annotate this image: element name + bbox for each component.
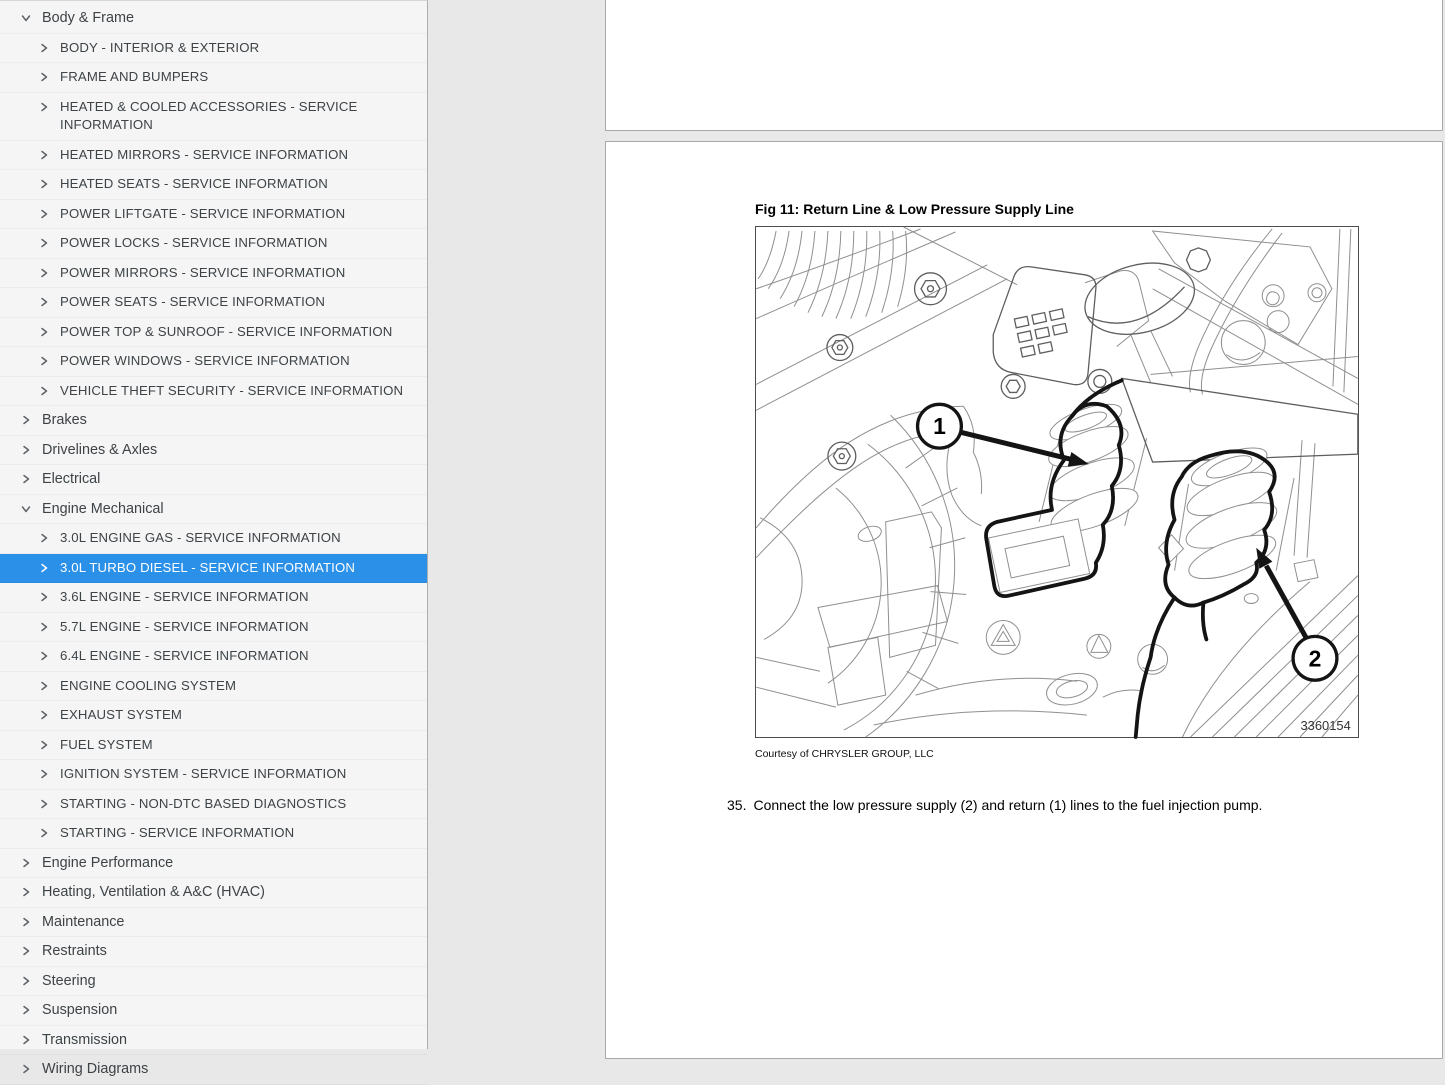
chevron-right-icon[interactable] bbox=[38, 680, 50, 692]
sidebar-item-label: Suspension bbox=[42, 1002, 118, 1018]
chevron-down-icon[interactable] bbox=[20, 12, 32, 24]
chevron-right-icon[interactable] bbox=[38, 237, 50, 249]
sidebar-item-label: 3.0L TURBO DIESEL - SERVICE INFORMATION bbox=[60, 559, 356, 575]
chevron-right-icon[interactable] bbox=[20, 1034, 32, 1046]
sidebar-item-label: 3.6L ENGINE - SERVICE INFORMATION bbox=[60, 589, 309, 604]
sidebar-item[interactable] bbox=[0, 141, 427, 171]
sidebar-item[interactable] bbox=[0, 34, 427, 64]
sidebar-item-label: FRAME AND BUMPERS bbox=[60, 69, 209, 84]
sidebar-item-label: HEATED MIRRORS - SERVICE INFORMATION bbox=[60, 146, 349, 162]
sidebar-item[interactable] bbox=[0, 878, 427, 908]
chevron-right-icon[interactable] bbox=[38, 42, 50, 54]
chevron-right-icon[interactable] bbox=[38, 827, 50, 839]
sidebar-item-label: POWER TOP & SUNROOF - SERVICE INFORMATION bbox=[60, 323, 393, 339]
sidebar-item-label: Transmission bbox=[42, 1031, 128, 1048]
content-card-top bbox=[605, 0, 1443, 131]
sidebar-item[interactable] bbox=[0, 967, 427, 997]
sidebar-item-label: HEATED & COOLED ACCESSORIES - SERVICE INFORMATION bbox=[60, 98, 358, 132]
svg-text:1: 1 bbox=[933, 413, 946, 440]
chevron-right-icon[interactable] bbox=[38, 326, 50, 338]
sidebar-item-label: Engine Mechanical bbox=[42, 500, 164, 517]
figure-caption: Fig 11: Return Line & Low Pressure Supply Line bbox=[755, 201, 1074, 217]
procedure-step bbox=[727, 797, 1347, 813]
figure-credit: Courtesy of CHRYSLER GROUP, LLC bbox=[755, 748, 934, 760]
sidebar-item-label: Maintenance bbox=[42, 913, 125, 930]
sidebar-item-label: Drivelines & Axles bbox=[42, 441, 158, 458]
sidebar-item[interactable] bbox=[0, 465, 427, 495]
sidebar-item-label: Wiring Diagrams bbox=[42, 1061, 149, 1077]
sidebar-item[interactable] bbox=[0, 760, 427, 790]
chevron-right-icon[interactable] bbox=[38, 532, 50, 544]
sidebar-item[interactable] bbox=[0, 406, 427, 436]
step-number: 35. bbox=[727, 797, 747, 813]
chevron-right-icon[interactable] bbox=[20, 945, 32, 957]
engine-line-art bbox=[756, 227, 1358, 737]
chevron-right-icon[interactable] bbox=[20, 473, 32, 485]
chevron-right-icon[interactable] bbox=[38, 709, 50, 721]
chevron-right-icon[interactable] bbox=[38, 768, 50, 780]
sidebar-item-label: FUEL SYSTEM bbox=[60, 736, 153, 752]
sidebar-item-label: Restraints bbox=[42, 943, 107, 959]
chevron-right-icon[interactable] bbox=[38, 650, 50, 662]
sidebar-item[interactable] bbox=[0, 170, 427, 200]
sidebar-item[interactable] bbox=[0, 436, 427, 466]
sidebar-item[interactable] bbox=[0, 701, 427, 731]
sidebar-item[interactable] bbox=[0, 318, 427, 348]
content-card-main bbox=[605, 141, 1443, 1059]
sidebar-item-label: Steering bbox=[42, 972, 96, 989]
chevron-right-icon[interactable] bbox=[38, 591, 50, 603]
chevron-right-icon[interactable] bbox=[20, 1063, 32, 1075]
chevron-right-icon[interactable] bbox=[20, 1004, 32, 1016]
sidebar-item[interactable] bbox=[0, 554, 427, 584]
chevron-right-icon[interactable] bbox=[20, 975, 32, 987]
chevron-right-icon[interactable] bbox=[38, 385, 50, 397]
sidebar-item[interactable] bbox=[0, 229, 427, 259]
callout-1-badge bbox=[918, 404, 962, 448]
sidebar-item-label: Electrical bbox=[42, 471, 101, 487]
sidebar-item[interactable] bbox=[0, 63, 427, 93]
sidebar-item-label: 3.0L ENGINE GAS - SERVICE INFORMATION bbox=[60, 530, 341, 545]
chevron-right-icon[interactable] bbox=[38, 178, 50, 190]
sidebar-item-label: ENGINE COOLING SYSTEM bbox=[60, 677, 237, 693]
callout-2-arrow bbox=[1256, 548, 1307, 640]
sidebar-item[interactable] bbox=[0, 613, 427, 643]
sidebar-item-label: POWER LIFTGATE - SERVICE INFORMATION bbox=[60, 205, 346, 221]
chevron-right-icon[interactable] bbox=[38, 149, 50, 161]
sidebar-item-label: POWER LOCKS - SERVICE INFORMATION bbox=[60, 235, 328, 250]
sidebar-item[interactable] bbox=[0, 93, 427, 141]
figure-number: 3360154 bbox=[1300, 718, 1351, 734]
chevron-right-icon[interactable] bbox=[20, 857, 32, 869]
chevron-right-icon[interactable] bbox=[38, 562, 50, 574]
sidebar-item[interactable] bbox=[0, 524, 427, 554]
sidebar-item[interactable] bbox=[0, 908, 427, 938]
sidebar-item-label: EXHAUST SYSTEM bbox=[60, 707, 183, 722]
chevron-right-icon[interactable] bbox=[38, 739, 50, 751]
step-text: Connect the low pressure supply (2) and return (1) lines to the fuel injection pump. bbox=[753, 797, 1263, 813]
sidebar-item[interactable] bbox=[0, 347, 427, 377]
sidebar-item-label: 6.4L ENGINE - SERVICE INFORMATION bbox=[60, 648, 309, 663]
chevron-right-icon[interactable] bbox=[20, 886, 32, 898]
sidebar-item-label: Heating, Ventilation & A&C (HVAC) bbox=[42, 884, 265, 900]
sidebar-item[interactable] bbox=[0, 200, 427, 230]
chevron-right-icon[interactable] bbox=[38, 208, 50, 220]
chevron-right-icon[interactable] bbox=[38, 101, 50, 113]
chevron-down-icon[interactable] bbox=[20, 503, 32, 515]
chevron-right-icon[interactable] bbox=[38, 621, 50, 633]
sidebar-item-label: Brakes bbox=[42, 412, 87, 428]
sidebar-item[interactable] bbox=[0, 642, 427, 672]
sidebar-item-label: HEATED SEATS - SERVICE INFORMATION bbox=[60, 176, 328, 191]
sidebar-item[interactable] bbox=[0, 259, 427, 289]
sidebar-item[interactable] bbox=[0, 1026, 427, 1056]
chevron-right-icon[interactable] bbox=[38, 267, 50, 279]
sidebar-item-label: POWER MIRRORS - SERVICE INFORMATION bbox=[60, 264, 346, 280]
svg-text:2: 2 bbox=[1308, 645, 1322, 672]
sidebar-item[interactable] bbox=[0, 996, 427, 1026]
chevron-right-icon[interactable] bbox=[20, 444, 32, 456]
sidebar-item[interactable] bbox=[0, 819, 427, 849]
figure-image[interactable] bbox=[755, 226, 1359, 738]
chevron-right-icon[interactable] bbox=[38, 798, 50, 810]
sidebar-item[interactable] bbox=[0, 790, 427, 820]
sidebar-item[interactable] bbox=[0, 288, 427, 318]
sidebar-item-label: 5.7L ENGINE - SERVICE INFORMATION bbox=[60, 618, 309, 634]
sidebar-item[interactable] bbox=[0, 1055, 427, 1085]
sidebar-item[interactable] bbox=[0, 849, 427, 879]
chevron-right-icon[interactable] bbox=[20, 414, 32, 426]
sidebar-item[interactable] bbox=[0, 731, 427, 761]
sidebar-item[interactable] bbox=[0, 672, 427, 702]
sidebar-item-label: STARTING - SERVICE INFORMATION bbox=[60, 825, 295, 840]
sidebar-item-label: Body & Frame bbox=[42, 10, 134, 26]
sidebar-item[interactable] bbox=[0, 4, 427, 34]
sidebar-item[interactable] bbox=[0, 495, 427, 525]
sidebar-item-label: VEHICLE THEFT SECURITY - SERVICE INFORMATION bbox=[60, 382, 404, 398]
sidebar-item-label: POWER SEATS - SERVICE INFORMATION bbox=[60, 294, 326, 309]
sidebar-item-label: Engine Performance bbox=[42, 854, 174, 871]
sidebar-item[interactable] bbox=[0, 937, 427, 967]
sidebar-item-label: BODY - INTERIOR & EXTERIOR bbox=[60, 39, 260, 55]
sidebar-item[interactable] bbox=[0, 377, 427, 407]
sidebar-item-label: POWER WINDOWS - SERVICE INFORMATION bbox=[60, 353, 350, 368]
sidebar-tree bbox=[0, 0, 428, 1077]
sidebar-item-label: IGNITION SYSTEM - SERVICE INFORMATION bbox=[60, 766, 347, 781]
chevron-right-icon[interactable] bbox=[38, 71, 50, 83]
sidebar-item-label: STARTING - NON-DTC BASED DIAGNOSTICS bbox=[60, 795, 347, 811]
chevron-right-icon[interactable] bbox=[38, 296, 50, 308]
chevron-right-icon[interactable] bbox=[20, 916, 32, 928]
chevron-right-icon[interactable] bbox=[38, 355, 50, 367]
callout-2-badge bbox=[1293, 636, 1337, 680]
sidebar-item[interactable] bbox=[0, 583, 427, 613]
